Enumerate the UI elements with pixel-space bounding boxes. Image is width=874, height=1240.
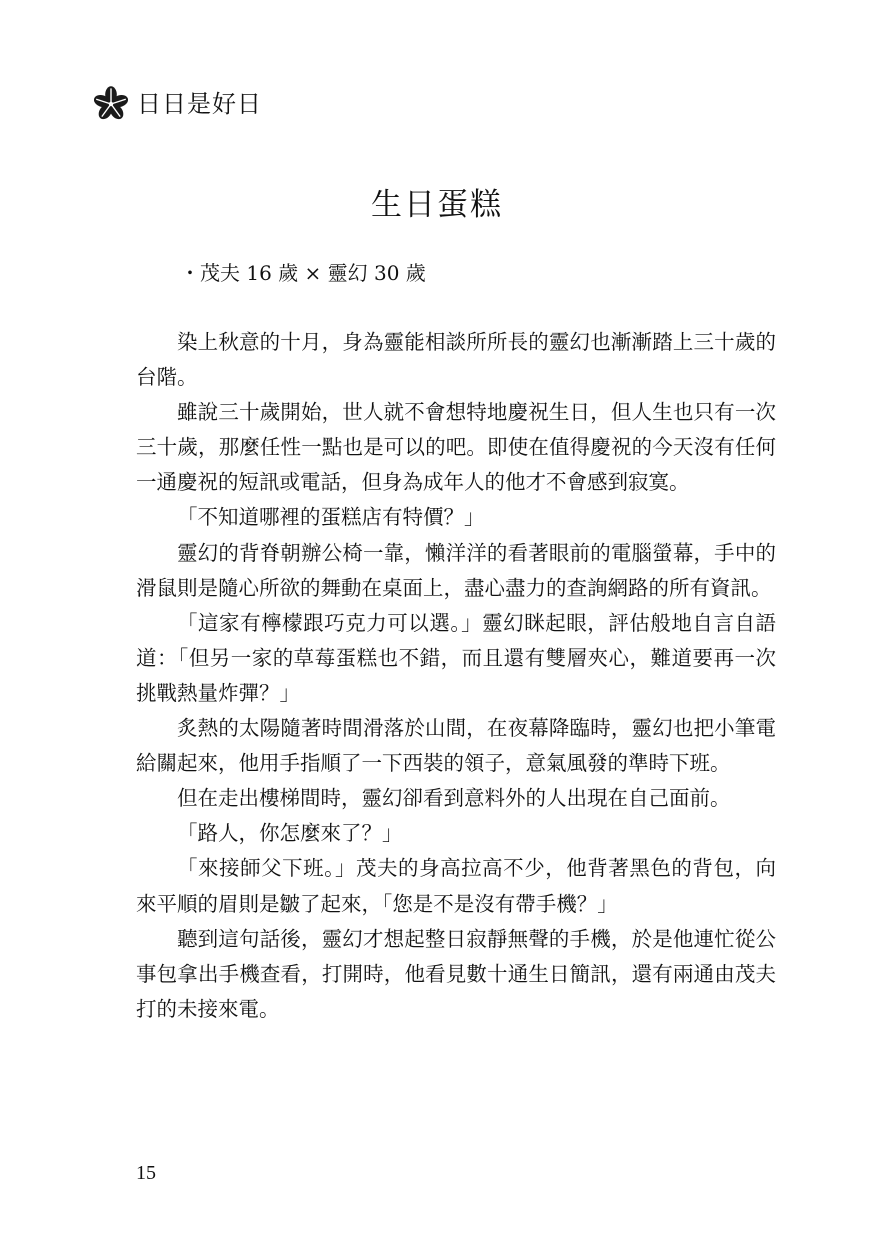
paragraph: 「不知道哪裡的蛋糕店有特價？」 xyxy=(177,505,485,530)
chapter-subtitle: ・茂夫 16 歲 × 靈幻 30 歲 xyxy=(180,261,426,285)
paragraph: 「來接師父下班。」茂夫的身高拉高不少，他背著黑色的背包，向來平順的眉則是皺了起來，「您是不是沒有帶手機？」 xyxy=(136,856,776,916)
paragraph: 靈幻的背脊朝辦公椅一靠，懶洋洋的看著眼前的電腦螢幕，手中的滑鼠則是隨心所欲的舞動在桌面上，盡心盡力的查詢網路的所有資訊。 xyxy=(136,540,776,600)
paragraph: 「路人，你怎麼來了？」 xyxy=(177,821,403,846)
paragraph: 染上秋意的十月，身為靈能相談所所長的靈幻也漸漸踏上三十歲的台階。 xyxy=(136,330,776,390)
paragraph: 雖說三十歲開始，世人就不會想特地慶祝生日，但人生也只有一次三十歲，那麼任性一點也是可以的吧。即使在值得慶祝的今天沒有任何一通慶祝的短訊或電話，但身為成年人的他才不會感到寂寞。 xyxy=(136,400,776,495)
paragraph: 但在走出樓梯間時，靈幻卻看到意料外的人出現在自己面前。 xyxy=(177,786,731,811)
paragraph: 「這家有檸檬跟巧克力可以選。」靈幻眯起眼，評估般地自言自語道：「但另一家的草莓蛋糕也不錯，而且還有雙層夾心，難道要再一次挑戰熱量炸彈？」 xyxy=(136,610,776,705)
paragraph: 炙熱的太陽隨著時間滑落於山間，在夜幕降臨時，靈幻也把小筆電給關起來，他用手指順了一下西裝的領子，意氣風發的準時下班。 xyxy=(136,716,776,776)
paragraph: 聽到這句話後，靈幻才想起整日寂靜無聲的手機，於是他連忙從公事包拿出手機查看，打開時，他看見數十通生日簡訊，還有兩通由茂夫打的未接來電。 xyxy=(136,926,776,1021)
flower-icon xyxy=(92,85,130,123)
body-text xyxy=(136,325,776,1027)
chapter-title: 生日蛋糕 xyxy=(371,187,503,223)
running-header xyxy=(92,84,262,124)
page-number: 15 xyxy=(136,1162,156,1184)
section-title: 日日是好日 xyxy=(137,90,262,118)
